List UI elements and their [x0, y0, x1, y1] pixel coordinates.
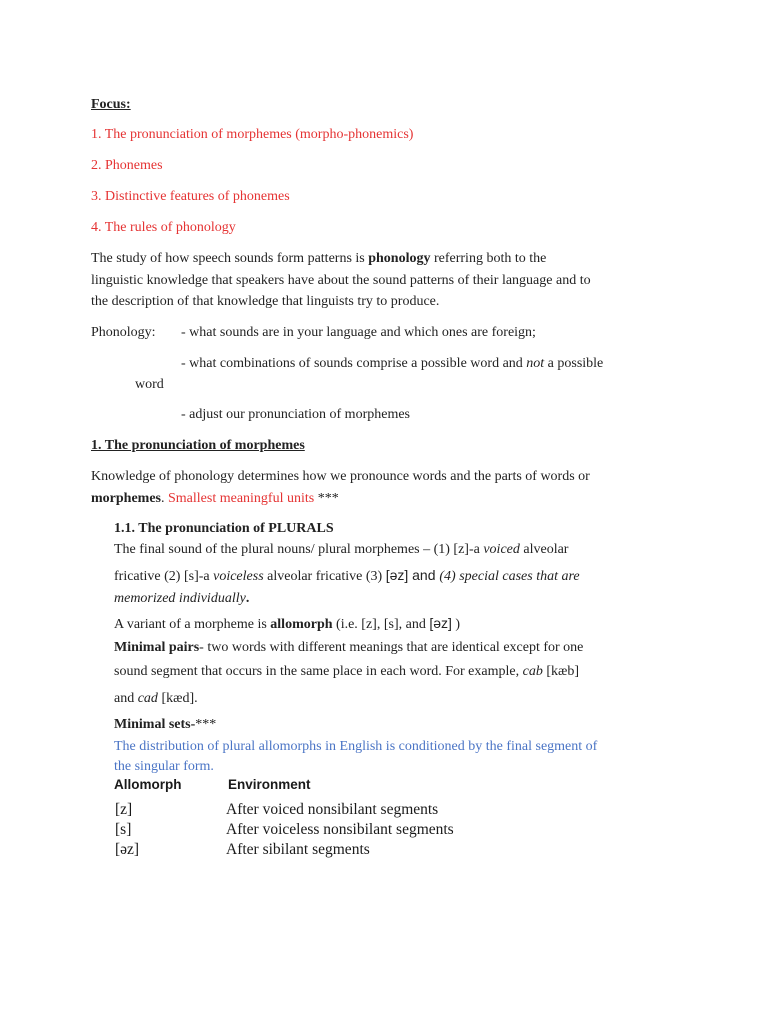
intro-term-phonology: phonology: [368, 251, 431, 266]
focus-item-4: 4. The rules of phonology: [91, 220, 236, 235]
plurals-text: .: [245, 591, 250, 606]
section-1-term-morphemes: morphemes: [91, 491, 161, 506]
table-cell-environment: After sibilant segments: [226, 841, 370, 858]
section-1-heading: 1. The pronunciation of morphemes: [91, 438, 305, 453]
minimal-pairs-text: and: [114, 691, 138, 706]
focus-heading: Focus:: [91, 97, 131, 112]
table-cell-allomorph: [z]: [115, 801, 133, 818]
allomorph-table: [112, 777, 482, 863]
distribution-line-1: The distribution of plural allomorphs in English is conditioned by the final segment of: [114, 739, 598, 754]
phonology-item-2-text: a possible: [544, 356, 604, 371]
phonology-item-1: - what sounds are in your language and which ones are foreign;: [181, 325, 536, 340]
section-1-line-1: Knowledge of phonology determines how we pronounce words and the parts of words or: [91, 469, 590, 484]
intro-line-1: [91, 250, 546, 268]
section-1-stars: ***: [314, 491, 339, 506]
minimal-pairs-text: sound segment that occurs in the same place in each word. For example,: [114, 664, 523, 679]
plurals-text: The final sound of the plural nouns/ plural morphemes – (1) [z]-a: [114, 542, 484, 557]
phonology-item-3: - adjust our pronunciation of morphemes: [181, 407, 411, 422]
minimal-pairs-text: - two words with different meanings that are identical except for one: [199, 640, 584, 655]
plurals-ipa: [əz]: [429, 615, 452, 631]
plurals-text: alveolar fricative (3): [263, 569, 386, 584]
minimal-pairs-line-2: [114, 663, 579, 681]
minimal-pairs-line-3: [114, 690, 198, 708]
distribution-line-2: the singular form.: [114, 759, 214, 774]
minimal-pairs-example: cad: [137, 691, 158, 706]
phonology-item-2-wrap: word: [135, 377, 164, 392]
focus-item-2: 2. Phonemes: [91, 158, 163, 173]
minimal-pairs-text: [kæd].: [157, 691, 198, 706]
phonology-label: Phonology:: [91, 325, 156, 340]
phonology-item-2: [181, 355, 603, 373]
phonology-item-2-emphasis: not: [526, 356, 545, 371]
section-1-red-note: Smallest meaningful units: [168, 491, 315, 506]
intro-line-2: linguistic knowledge that speakers have about the sound patterns of their language and to: [91, 273, 591, 288]
table-cell-allomorph: [əz]: [115, 841, 140, 858]
minimal-pairs-line-1: [114, 639, 583, 657]
table-cell-environment: After voiceless nonsibilant segments: [226, 821, 454, 838]
plurals-line-2: [114, 566, 580, 586]
table-cell-allomorph: [s]: [115, 821, 132, 838]
minimal-pairs-text: [kæb]: [542, 664, 579, 679]
plurals-line-4: [114, 614, 460, 634]
plurals-italic: memorized individually: [114, 591, 246, 606]
plurals-term-allomorph: allomorph: [270, 617, 333, 632]
plurals-heading: 1.1. The pronunciation of PLURALS: [114, 521, 334, 536]
plurals-text: ): [451, 617, 461, 632]
plurals-line-3: [114, 590, 249, 608]
plurals-italic: voiceless: [213, 569, 264, 584]
plurals-text: fricative (2) [s]-a: [114, 569, 214, 584]
phonology-item-2-text: - what combinations of sounds comprise a possible word and: [181, 356, 527, 371]
plurals-ipa: [əz] and: [385, 567, 440, 583]
plurals-text: A variant of a morpheme is: [114, 617, 271, 632]
plurals-line-1: [114, 541, 568, 559]
intro-text: The study of how speech sounds form patterns is: [91, 251, 369, 266]
focus-item-3: 3. Distinctive features of phonemes: [91, 189, 290, 204]
section-1-line-2: [91, 490, 339, 508]
minimal-pairs-example: cab: [522, 664, 543, 679]
minimal-sets-stars: ***: [195, 717, 217, 732]
plurals-italic: (4) special cases that are: [439, 569, 580, 584]
plurals-text: alveolar: [519, 542, 569, 557]
plurals-italic: voiced: [483, 542, 520, 557]
intro-line-3: the description of that knowledge that linguists try to produce.: [91, 294, 440, 309]
intro-text: referring both to the: [430, 251, 547, 266]
table-header-allomorph: Allomorph: [114, 777, 182, 792]
table-header-environment: Environment: [228, 777, 311, 792]
section-1-text: .: [161, 491, 168, 506]
minimal-pairs-term: Minimal pairs: [114, 640, 200, 655]
minimal-sets-line: [114, 716, 216, 734]
table-cell-environment: After voiced nonsibilant segments: [226, 801, 439, 818]
plurals-text: (i.e. [z], [s], and: [332, 617, 430, 632]
focus-item-1: 1. The pronunciation of morphemes (morpho-phonemics): [91, 127, 414, 142]
minimal-sets-term: Minimal sets-: [114, 717, 196, 732]
